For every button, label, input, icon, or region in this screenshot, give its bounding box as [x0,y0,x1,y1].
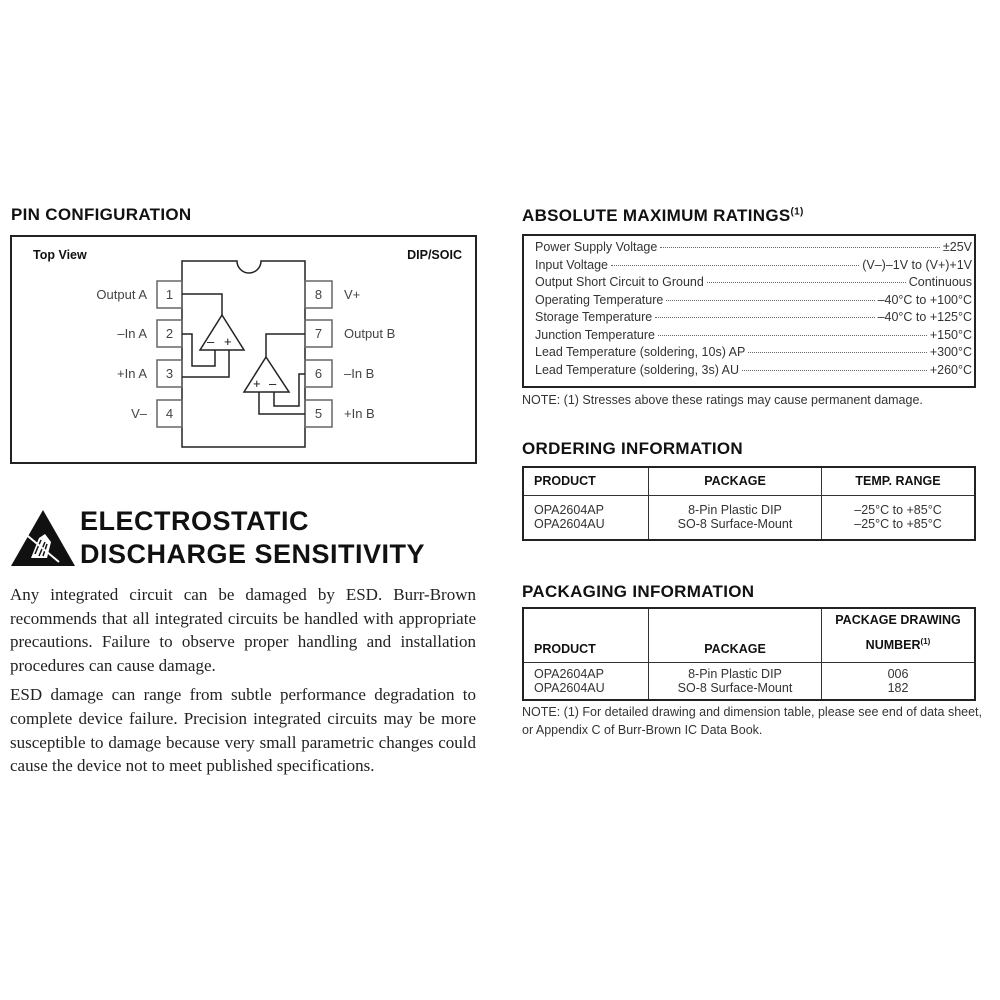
cell: OPA2604AP [534,503,604,518]
dot-leader [660,247,940,248]
pin-label: –In B [344,366,375,381]
table-row [524,495,974,517]
abs-max-table [522,234,976,388]
ordering-table [522,466,976,541]
dot-leader [742,370,927,371]
column-header: PACKAGE [649,609,822,663]
dot-leader [666,300,874,301]
wire-in-b-minus [274,374,305,406]
package-label: DIP/SOIC [407,248,462,262]
column-header: PACKAGE [649,468,822,495]
rating-value: ±25V [942,240,972,254]
pin-number: 2 [165,326,174,341]
esd-title-line1: ELECTROSTATIC [80,506,309,536]
rating-row [535,310,972,328]
rating-label: Storage Temperature [535,310,653,324]
esd-body [10,583,476,784]
header-line: PACKAGE DRAWING [835,613,961,627]
rating-label: Lead Temperature (soldering, 10s) AP [535,345,746,359]
cell: OPA2604AU [534,681,605,696]
abs-max-title-text: ABSOLUTE MAXIMUM RATINGS [522,206,791,225]
rating-row [535,328,972,346]
pin-label: –In A [117,326,147,341]
rating-label: Input Voltage [535,257,608,272]
column-header [822,609,975,663]
dot-leader [611,265,859,266]
wire-output-b [266,334,305,357]
table-row [524,517,974,539]
pin-config-diagram [10,235,477,464]
cell: –25°C to +85°C [822,517,975,539]
rating-row [535,293,972,311]
packaging-note: NOTE: (1) For detailed drawing and dimension table, please see end of data sheet, or Appendix C of Burr-Brown IC Data Book. [522,705,982,737]
cell: 8-Pin Plastic DIP [649,663,822,681]
rating-row [535,258,972,276]
rating-value: +150°C [929,327,972,342]
pin-label: +In A [117,366,147,381]
pin-label: V+ [344,287,361,302]
opamp-b-minus-sign: – [269,376,277,391]
rating-value: (V–)–1V to (V+)+1V [862,257,972,272]
wire-output-a [182,294,222,315]
ordering-title: ORDERING INFORMATION [522,439,744,458]
pin-number: 6 [314,366,323,381]
packaging-table [522,607,976,701]
rating-row [535,345,972,363]
rating-row [535,240,972,258]
dot-leader [748,352,927,353]
chip-schematic [12,237,478,465]
pin-number: 1 [165,287,174,302]
pin-label: Output B [344,326,396,341]
rating-value: –40°C to +100°C [877,292,972,307]
table-row [524,681,974,699]
packaging-title: PACKAGING INFORMATION [522,582,755,601]
header-line: NUMBER [865,638,921,653]
dot-leader [655,317,874,318]
top-view-label: Top View [33,248,87,262]
pin-number: 4 [165,406,174,421]
pin-number: 8 [314,287,323,302]
rating-label: Operating Temperature [535,292,664,307]
rating-value: Continuous [908,275,972,289]
table-row [524,663,974,681]
rating-value: +260°C [929,362,972,377]
pin-number: 7 [314,326,323,341]
rating-value: –40°C to +125°C [877,310,972,324]
dot-leader [658,335,927,336]
esd-paragraph: Any integrated circuit can be damaged by ESD. Burr-Brown recommends that all integrated circuits be handled with appropriate precautions. Failure to observe proper handling and installation procedures can cause damage. [10,585,476,675]
pin-number: 5 [314,406,323,421]
rating-row [535,275,972,293]
rating-value: +300°C [929,345,972,359]
cell: 006 [822,663,975,681]
header-note: (1) [920,637,931,646]
cell: 8-Pin Plastic DIP [649,495,822,517]
abs-max-title-note: (1) [790,206,804,218]
cell: SO-8 Surface-Mount [649,517,822,539]
opamp-b-plus-sign: + [253,376,261,391]
esd-warning-triangle-icon [9,508,77,568]
opamp-b [244,357,289,392]
opamp-a-plus-sign: + [224,334,232,349]
chip-body [182,261,305,447]
dot-leader [707,282,906,283]
rating-label: Lead Temperature (soldering, 3s) AU [535,362,740,377]
opamp-a-minus-sign: – [207,334,215,349]
esd-paragraph: ESD damage can range from subtle performance degradation to complete device failure. Precision integrated circuits may be more susceptible to damage because very small parametric changes could cause the device not to meet published specifications. [10,685,476,776]
wire-in-a-plus [182,350,229,377]
pin-label: Output A [96,287,147,302]
column-header: PRODUCT [534,642,596,657]
column-header: PRODUCT [534,474,596,489]
pin-label: +In B [344,406,375,421]
column-header: TEMP. RANGE [822,468,975,495]
cell: –25°C to +85°C [822,495,975,517]
pin-config-title: PIN CONFIGURATION [11,205,192,224]
wire-in-b-plus [259,392,305,414]
cell: SO-8 Surface-Mount [649,681,822,699]
abs-max-title [522,206,804,226]
rating-label: Output Short Circuit to Ground [535,275,704,289]
cell: OPA2604AP [534,667,604,682]
cell: 182 [822,681,975,699]
pin-label: V– [131,406,147,421]
esd-title-line2: DISCHARGE SENSITIVITY [80,539,426,569]
rating-row [535,363,972,381]
abs-max-note: NOTE: (1) Stresses above these ratings may cause permanent damage. [522,393,923,407]
rating-label: Junction Temperature [535,327,655,342]
rating-label: Power Supply Voltage [535,240,658,254]
cell: OPA2604AU [534,517,605,532]
pin-number: 3 [165,366,174,381]
